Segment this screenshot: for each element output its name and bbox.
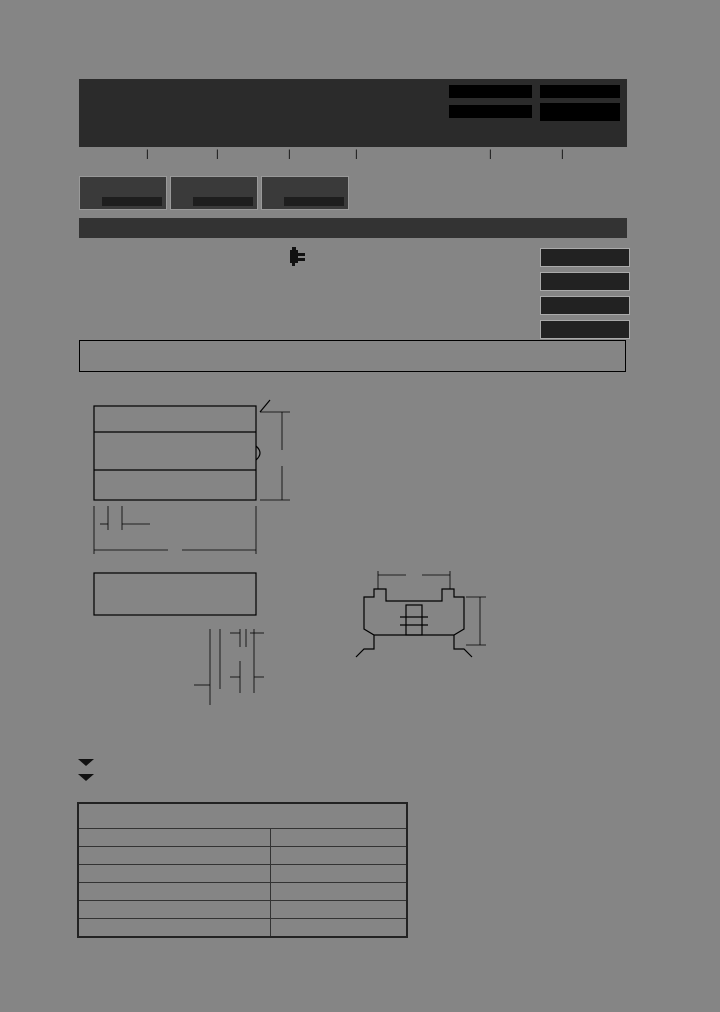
main-menu-button[interactable]	[449, 85, 532, 98]
feature-value	[271, 847, 408, 865]
table-row	[78, 919, 407, 938]
feature-name	[78, 919, 271, 938]
tab-label	[80, 177, 166, 179]
side-action-button[interactable]	[540, 248, 630, 267]
feature-name	[78, 847, 271, 865]
link-arrow-icon	[78, 774, 94, 781]
table-row	[78, 865, 407, 883]
feature-value	[271, 883, 408, 901]
feature-value	[271, 865, 408, 883]
tab-graphic	[102, 197, 162, 206]
lang-separator: |	[288, 149, 291, 160]
feature-value	[271, 901, 408, 919]
families-button[interactable]	[449, 105, 532, 118]
lang-separator: |	[355, 149, 358, 160]
table-row	[78, 901, 407, 919]
side-view-drawing	[70, 565, 330, 725]
tab-picture[interactable]	[170, 176, 258, 210]
table-row	[78, 883, 407, 901]
help-button[interactable]	[540, 85, 620, 98]
lang-separator: |	[216, 149, 219, 160]
feature-name	[78, 901, 271, 919]
tab-graphic	[284, 197, 344, 206]
features-title	[78, 803, 407, 829]
return-to-cart-button[interactable]	[540, 103, 620, 121]
side-action-button[interactable]	[540, 296, 630, 315]
top-view-drawing	[70, 370, 320, 560]
tab-part-number[interactable]	[261, 176, 349, 210]
side-action-button[interactable]	[540, 320, 630, 339]
feature-value	[271, 829, 408, 847]
active-status-icon	[287, 244, 311, 268]
side-action-button[interactable]	[540, 272, 630, 291]
feature-value	[271, 919, 408, 938]
step-search-bar[interactable]	[79, 218, 627, 238]
link-arrow-icon	[78, 759, 94, 766]
lang-separator: |	[146, 149, 149, 160]
feature-name	[78, 829, 271, 847]
end-view-drawing	[350, 565, 550, 675]
design-notice	[79, 340, 626, 372]
feature-name	[78, 883, 271, 901]
tab-alphabetical[interactable]	[79, 176, 167, 210]
lang-separator: |	[561, 149, 564, 160]
tab-graphic	[193, 197, 253, 206]
searchable-features-table	[77, 802, 408, 938]
table-row	[78, 847, 407, 865]
tab-label	[262, 177, 348, 179]
feature-name	[78, 865, 271, 883]
lang-separator: |	[489, 149, 492, 160]
tab-label	[171, 177, 257, 179]
table-row	[78, 829, 407, 847]
